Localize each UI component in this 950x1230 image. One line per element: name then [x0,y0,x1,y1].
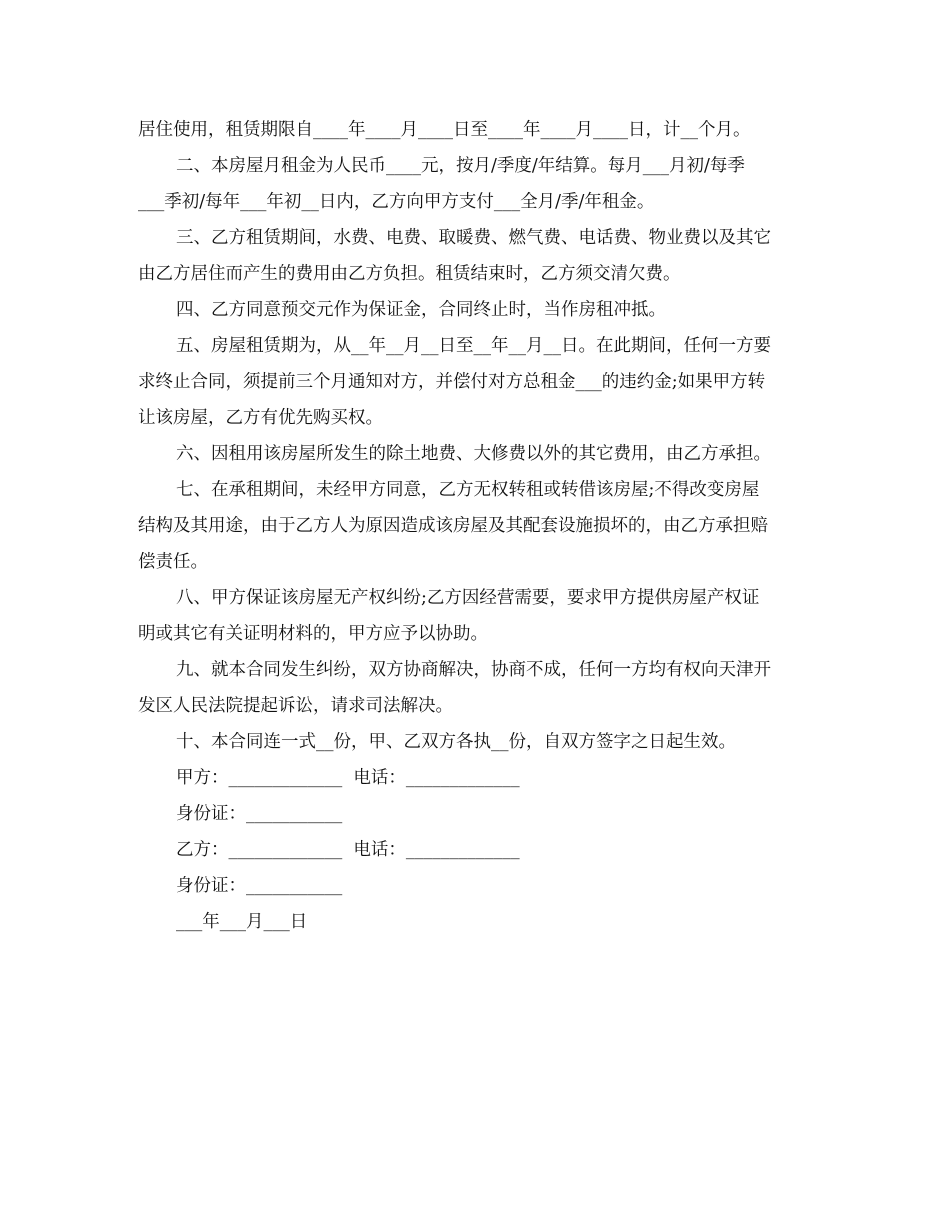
clause-9-line: 九、就本合同发生纠纷，双方协商解决，协商不成，任何一方均有权向天津开 [176,660,771,680]
contract-page [138,112,814,940]
text-line: ___季初/每年___年初__日内，乙方向甲方支付___全月/季/年租金。 [138,192,655,212]
party-b-id-line: 身份证：___________ [176,876,343,896]
text-line: 让该房屋，乙方有优先购买权。 [138,408,383,428]
text-line: 结构及其用途，由于乙方人为原因造成该房屋及其配套设施损坏的，由乙方承担赔 [138,516,768,536]
text-line: 明或其它有关证明材料的，甲方应予以协助。 [138,624,488,644]
clause-2-line: 二、本房屋月租金为人民币____元，按月/季度/年结算。每月___月初/每季 [176,156,745,176]
party-b-signature-line: 乙方：_____________ 电话：_____________ [176,840,520,860]
clause-3-line: 三、乙方租赁期间，水费、电费、取暖费、燃气费、电话费、物业费以及其它 [176,228,771,248]
clause-10-line: 十、本合同连一式__份，甲、乙双方各执__份，自双方签字之日起生效。 [176,732,736,752]
clause-6-line: 六、因租用该房屋所发生的除土地费、大修费以外的其它费用，由乙方承担。 [176,444,771,464]
text-line: 由乙方居住而产生的费用由乙方负担。租赁结束时，乙方须交清欠费。 [138,264,681,284]
clause-5-line: 五、房屋租赁期为，从__年__月__日至__年__月__日。在此期间，任何一方要 [176,336,771,356]
text-line: 发区人民法院提起诉讼，请求司法解决。 [138,696,453,716]
clause-7-line: 七、在承租期间，未经甲方同意，乙方无权转租或转借该房屋;不得改变房屋 [176,480,760,500]
date-line: ___年___月___日 [176,912,308,932]
party-a-signature-line: 甲方：_____________ 电话：_____________ [176,768,520,788]
text-line: 居住使用，租赁期限自____年____月____日至____年____月____日，计__个月。 [138,120,751,140]
text-line: 求终止合同，须提前三个月通知对方，并偿付对方总租金___的违约金;如果甲方转 [138,372,766,392]
clause-8-line: 八、甲方保证该房屋无产权纠纷;乙方因经营需要，要求甲方提供房屋产权证 [176,588,760,608]
text-line: 偿责任。 [138,552,208,572]
clause-4-line: 四、乙方同意预交元作为保证金，合同终止时，当作房租冲抵。 [176,300,666,320]
party-a-id-line: 身份证：___________ [176,804,343,824]
